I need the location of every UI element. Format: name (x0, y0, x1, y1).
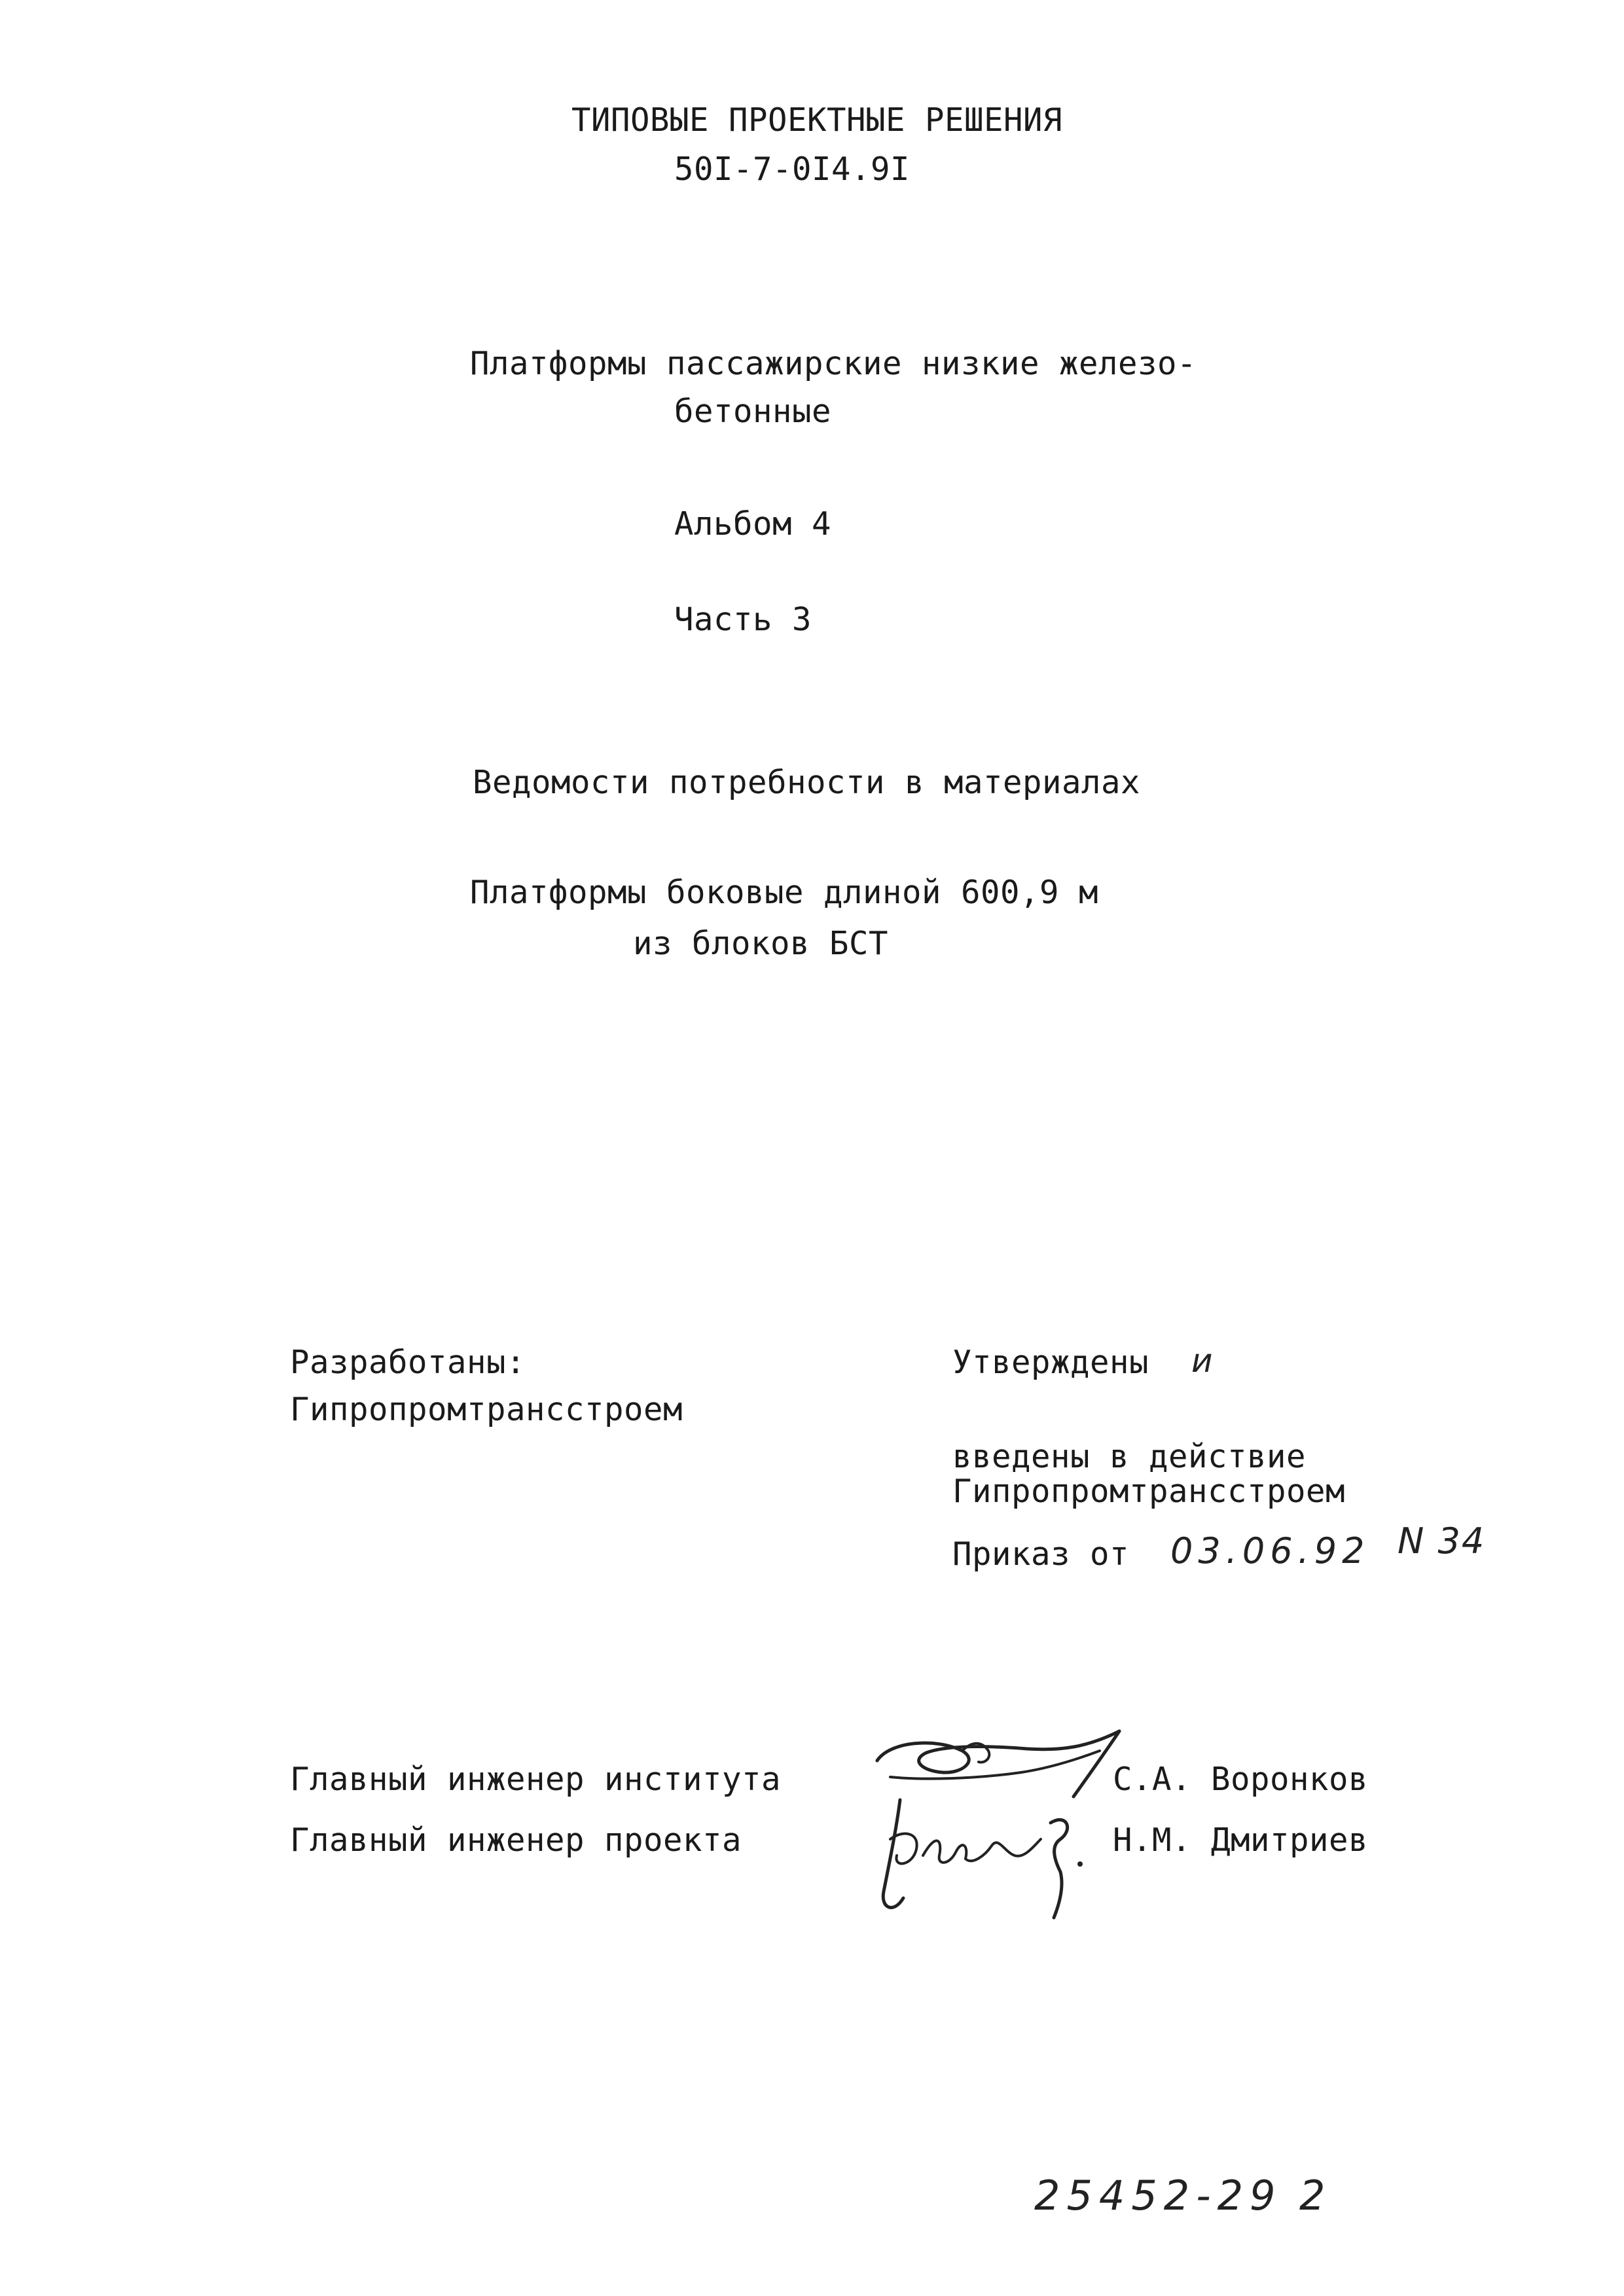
document-title-line1: Платформы пассажирские низкие железо- (470, 345, 1197, 382)
signature-1 (864, 1715, 1139, 1806)
developed-label: Разработаны: (290, 1344, 526, 1381)
approved-label: Утверждены (952, 1344, 1149, 1381)
approved-line2: введены в действие (952, 1438, 1307, 1475)
document-title-line2: бетонные (674, 393, 832, 430)
subject-title: Ведомости потребности в материалах (473, 764, 1141, 801)
approved-org: Гипропромтрансстроем (952, 1473, 1346, 1510)
signatory-name-1: С.А. Воронков (1113, 1761, 1369, 1798)
part-label: Часть 3 (674, 601, 812, 638)
footer-sheet-number: 2 (1299, 2172, 1328, 2219)
series-code: 50I-7-0I4.9I (674, 151, 911, 188)
order-number: N 34 (1398, 1520, 1486, 1562)
platform-line2: из блоков БСТ (633, 925, 889, 962)
developed-org: Гипропромтрансстроем (290, 1391, 683, 1428)
signatory-role-1: Главный инженер института (290, 1761, 782, 1798)
series-title: ТИПОВЫЕ ПРОЕКТНЫЕ РЕШЕНИЯ (571, 101, 1063, 139)
order-label: Приказ от (952, 1535, 1130, 1573)
album-label: Альбом 4 (674, 505, 832, 543)
signatory-role-2: Главный инженер проекта (290, 1821, 742, 1859)
order-date: 03.06.92 (1170, 1530, 1370, 1571)
signatory-name-2: Н.М. Дмитриев (1113, 1821, 1369, 1859)
footer-handwritten-number: 25452-29 (1034, 2172, 1282, 2219)
platform-line1: Платформы боковые длиной 600,9 м (470, 874, 1099, 911)
signature-2 (864, 1793, 1132, 1924)
approved-handwritten-conjunction: и (1191, 1342, 1216, 1380)
